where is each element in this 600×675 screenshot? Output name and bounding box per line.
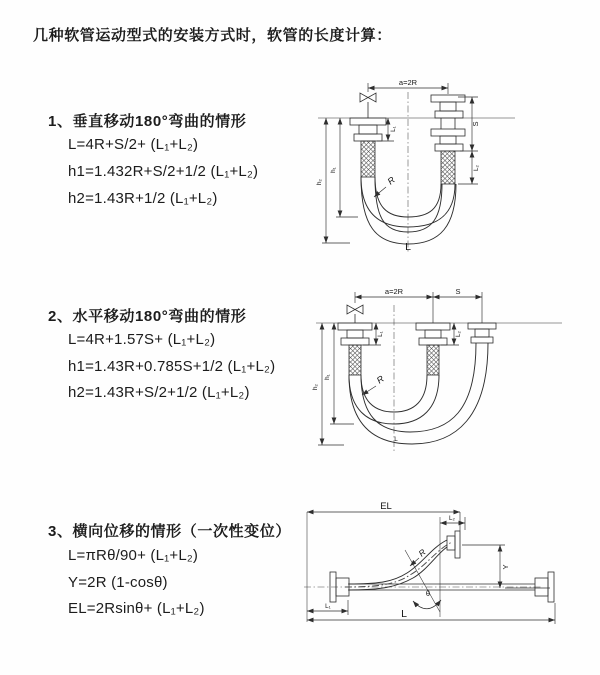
dimension-l2: [458, 151, 480, 184]
dimension-top-width: [368, 78, 448, 94]
section-1-heading: 1、垂直移动180°弯曲的情形: [48, 113, 247, 130]
dimension-h2: [312, 323, 344, 445]
section-2-formula-h1: h1=1.43R+0.785S+1/2 (L₁+L₂): [68, 358, 276, 375]
label-l2: L₂: [473, 165, 480, 171]
hose-u-curves: [361, 177, 456, 244]
section-3-heading: 3、横向位移的情形（一次性变位）: [48, 523, 291, 540]
label-h1: h₁: [330, 167, 337, 173]
dimension-y: [462, 545, 550, 588]
valve-icon: [347, 305, 363, 323]
right-flange-stack: [431, 95, 465, 184]
dimension-l2: [440, 515, 465, 530]
diagram-vertical-180-bend: [310, 66, 600, 261]
upper-flange: [447, 531, 460, 558]
dimension-el: [307, 501, 460, 531]
label-radius: R: [416, 546, 428, 559]
section-3-formula-y: Y=2R (1-cosθ): [68, 574, 168, 591]
label-el: EL: [380, 501, 392, 512]
dimension-l1: [363, 323, 384, 345]
section-1-formula-l: L=4R+S/2+ (L₁+L₂): [68, 136, 199, 153]
radius-callout: [374, 174, 397, 197]
label-h2: h₂: [312, 384, 319, 390]
label-l2: L₂: [455, 331, 462, 337]
page-title: 几种软管运动型式的安装方式时，软管的长度计算：: [33, 27, 392, 44]
label-radius: R: [374, 373, 386, 386]
label-s: S: [471, 121, 480, 127]
radius-callout: [362, 373, 386, 395]
label-theta: θ: [425, 589, 431, 598]
label-top-width: a=2R: [398, 78, 418, 87]
hose-u-curves: [349, 343, 488, 444]
section-3-formula-el: EL=2Rsinθ+ (L₁+L₂): [68, 600, 205, 617]
label-l1: L₁: [390, 126, 397, 132]
label-length: L: [405, 241, 411, 253]
left-flange: [350, 118, 386, 177]
dimension-l1: [377, 118, 397, 141]
dimension-h1: [330, 118, 358, 217]
hose-displaced-s-curve: [345, 540, 452, 590]
label-h1: h₁: [324, 374, 331, 380]
valve-icon: [360, 93, 376, 118]
section-2-formula-h2: h2=1.43R+S/2+1/2 (L₁+L₂): [68, 384, 250, 401]
dimension-l2: [441, 323, 462, 345]
dimension-top-width: [355, 287, 482, 323]
dimension-l1: [307, 600, 348, 615]
label-s: S: [455, 287, 461, 296]
left-flange: [338, 323, 372, 375]
label-y: Y: [501, 564, 510, 570]
diagram-lateral-displacement: [300, 500, 600, 650]
label-h2: h₂: [316, 179, 323, 185]
section-3-formula-l: L=πRθ/90+ (L₁+L₂): [68, 547, 199, 564]
label-l1: L₁: [377, 331, 384, 337]
label-radius: R: [385, 174, 397, 187]
section-1-formula-h2: h2=1.43R+1/2 (L₁+L₂): [68, 190, 218, 207]
label-l2: L₂: [449, 515, 455, 522]
middle-flange: [416, 323, 450, 375]
section-1-formula-h1: h1=1.432R+S/2+1/2 (L₁+L₂): [68, 163, 259, 180]
label-length: L: [401, 608, 407, 620]
dimension-h2: [316, 118, 350, 243]
section-2-heading: 2、水平移动180°弯曲的情形: [48, 308, 247, 325]
right-flange: [468, 323, 496, 343]
label-top-width: a=2R: [384, 287, 404, 296]
dimension-s: [458, 97, 480, 151]
diagram-horizontal-180-bend: [310, 281, 600, 461]
section-2-formula-l: L=4R+1.57S+ (L₁+L₂): [68, 331, 216, 348]
dimension-l: [307, 603, 555, 624]
label-length: L: [394, 436, 398, 443]
label-l1: L₁: [325, 603, 331, 610]
